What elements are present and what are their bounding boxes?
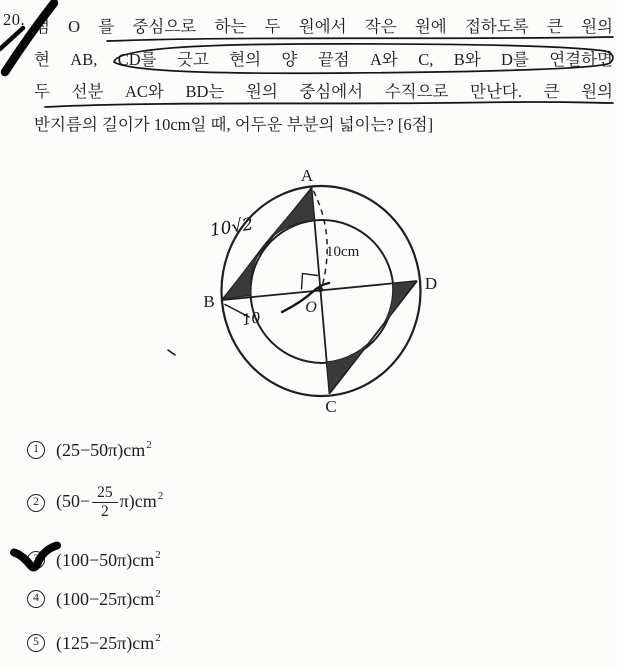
choice-formula-5: $(125-25\pi)cm^2$ (56, 631, 161, 653)
problem-text (34, 11, 613, 141)
handwritten-o-swoosh (282, 283, 329, 312)
chord-ab (222, 188, 312, 300)
center-dot (318, 287, 323, 292)
choice-row-1 (27, 440, 151, 460)
shaded-regions (223, 189, 416, 393)
shaded-region-near-c (326, 334, 377, 393)
outer-circle (222, 186, 421, 396)
choice-row-4 (27, 589, 160, 609)
choice-number-2: 2 (27, 494, 45, 512)
shaded-region-near-a (265, 189, 315, 245)
shaded-region-near-b (223, 244, 265, 299)
point-label-b: B (203, 292, 215, 311)
inner-circle (251, 220, 394, 363)
point-label-d: D (424, 274, 438, 293)
choice-number-5: 5 (27, 634, 45, 652)
problem-line-4: 반지름의 길이가 10cm일 때, 어두운 부분의 넓이는? [6점] (34, 114, 434, 134)
choice-formula-1: $(25-50\pi)cm^2$ (56, 438, 152, 460)
problem-line-2: 현 AB, CD를 긋고 현의 양 끝점 A와 C, B와 D를 연결하면 (34, 49, 613, 69)
fraction: $\frac{25}{2}$ (92, 484, 118, 520)
problem-line-3: 두 선분 AC와 BD는 원의 중심에서 수직으로 만난다. 큰 원의 (34, 82, 613, 102)
right-angle-mark (302, 274, 319, 290)
choice-row-5 (27, 633, 160, 653)
choice-formula-3: $(100-50\pi)cm^2$ (56, 548, 161, 570)
strike-stroke-secondary (0, 28, 23, 49)
point-label-c: C (325, 397, 337, 416)
problem-number: 20. (3, 10, 26, 29)
radius-label: 10cm (326, 244, 360, 260)
choice-number-4: 4 (27, 590, 45, 608)
segment-ac (312, 187, 330, 394)
point-label-a: A (300, 166, 314, 185)
choice-formula-4: $(100-25\pi)cm^2$ (56, 587, 161, 609)
radius-dashed-line (314, 191, 328, 289)
problem-line-1: 점 O 를 중심으로 하는 두 원에서 작은 원에 접하도록 큰 원의 (34, 17, 613, 36)
choice-row-3 (27, 550, 160, 570)
handwritten-radius-note: 10 (241, 310, 262, 329)
segment-bd (222, 281, 417, 300)
handwritten-b-tick (225, 305, 249, 318)
chord-cd (330, 281, 417, 393)
choice-number-1: 1 (27, 441, 45, 459)
shaded-region-near-d (377, 282, 416, 334)
choice-row-2 (27, 484, 162, 522)
handwritten-chord-length: 10√2 (208, 214, 255, 241)
stray-pen-mark (168, 350, 175, 355)
choice-formula-2: (50− $\frac{25}{2}$ $\pi)cm^2$ (56, 484, 164, 520)
geometry-figure (222, 186, 421, 396)
center-label-o: O (305, 299, 317, 316)
choice-number-3: 3 (27, 551, 45, 569)
